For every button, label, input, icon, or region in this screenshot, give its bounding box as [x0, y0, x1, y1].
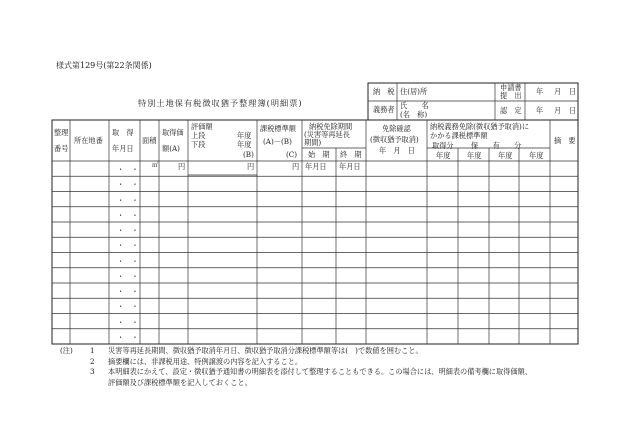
header-kazei-c: (C) — [286, 150, 298, 159]
date-placeholder: ・ ・ — [117, 180, 139, 190]
header-gimu: 納税義務免除(徴収猶予取消)に — [430, 122, 530, 131]
header-hyoka: 評価額 — [191, 122, 213, 131]
header-seiri: 整理 — [54, 128, 69, 137]
header-tekiyo: 摘 要 — [554, 136, 576, 145]
taxpayer-label-top: 納 税 — [373, 87, 395, 96]
note-text-4: 評価額及び課税標準額を記入しておくこと。 — [108, 377, 252, 387]
header-hoyuubun: 保 有 分 — [471, 141, 522, 150]
header-menseki: 面積 — [142, 136, 157, 145]
header-shutokukakaku: 取得価 — [162, 128, 184, 137]
date-placeholder: ・ ・ — [117, 210, 139, 220]
header-gedan: 下段 — [191, 140, 206, 149]
date-placeholder: ・ ・ — [117, 165, 139, 174]
date-placeholder: ・ ・ — [117, 226, 139, 235]
header-menjo: 納税免除期間 — [309, 122, 353, 131]
app-year: 年 — [536, 87, 544, 96]
header-jodan-nendo: 年度 — [237, 131, 252, 140]
header-menjo-kakunin: 免除確認 — [382, 124, 411, 133]
nintei-label: 認 定 — [500, 106, 522, 115]
header-menjo-kakunin-sub: (徴収猶予取消) — [370, 135, 419, 144]
note-no-1: 1 — [90, 346, 95, 355]
unit-yen-a: 円 — [178, 162, 186, 171]
unit-sqm: ㎡ — [152, 162, 159, 169]
nintei-year: 年 — [536, 106, 544, 115]
unit-yen-c: 円 — [292, 162, 300, 171]
header-shiki: 始 期 — [308, 150, 330, 159]
header-jodan: 上段 — [191, 131, 206, 140]
date-placeholder: ・ ・ — [117, 287, 139, 296]
header-nendo-3: 年度 — [498, 151, 513, 160]
notes — [60, 346, 532, 388]
date-placeholder: ・ ・ — [117, 302, 139, 312]
form-number: 様式第129号(第22条関係) — [56, 61, 152, 70]
date-placeholder: ・ ・ — [117, 332, 139, 342]
header-shozaichi: 所在地番 — [74, 136, 103, 145]
header-gimu-sub: かかる課税標準額 — [430, 131, 488, 140]
header-nendo-4: 年度 — [529, 151, 544, 160]
header-hyoka-b: (B) — [243, 150, 254, 159]
note-text-3: 本明細表にかえて、設定・徴収猶予通知書の明細表を添付して整理することもできる。この場合には、明細表の備考欄に取得価額、 — [108, 367, 532, 376]
unit-ymd-shuuki: 年月日 — [339, 162, 361, 171]
app-month: 月 — [554, 87, 562, 96]
header-bangou: 番号 — [54, 144, 69, 153]
header-shutokubun: 取得分 — [432, 141, 454, 150]
nintei-day: 日 — [569, 106, 577, 115]
taxpayer-label-bottom: 義務者 — [373, 105, 395, 114]
address-label: 住(居)所 — [400, 87, 428, 96]
date-placeholder: ・ ・ — [117, 256, 139, 266]
note-no-2: 2 — [90, 356, 95, 366]
header-nendo-1: 年度 — [436, 151, 451, 160]
date-placeholder: ・ ・ — [117, 241, 139, 251]
notes-label: (注) — [60, 346, 73, 355]
header-gedan-nendo: 年度 — [237, 140, 252, 149]
unit-ymd-shiki: 年月日 — [305, 162, 327, 171]
header-nengappi: 年月日 — [112, 144, 134, 153]
header-menjo-saigai: (災害等再延長 — [304, 130, 350, 139]
note-no-3: 3 — [90, 367, 95, 376]
header-kazei: 課税標準額 — [260, 124, 296, 133]
application-label-bottom: 提 出 — [500, 91, 522, 100]
header-shutoku: 取 得 — [112, 128, 134, 137]
date-placeholder: ・ ・ — [117, 317, 139, 327]
header-shuuki: 終 期 — [340, 150, 362, 159]
nintei-month: 月 — [554, 106, 562, 115]
note-text-2: 摘要欄には、非課税用途、特例譲渡の内容を記入すること。 — [108, 356, 303, 366]
application-label-top: 申請書 — [500, 83, 522, 92]
date-placeholder: ・ ・ — [117, 195, 139, 205]
note-no-4 — [90, 378, 108, 389]
name-sub-label: (名 称) — [400, 110, 428, 119]
date-placeholder: ・ ・ — [117, 271, 139, 281]
header-shutokukakaku-a: 額(A) — [162, 144, 180, 153]
header-kazei-ab: (A)－(B) — [263, 137, 292, 146]
app-day: 日 — [569, 87, 577, 96]
note-text-1: 災害等再延長期間、徴収猶予取消年月日、徴収猶予取消分課税標準額等は( )で数値を囲むこと。 — [108, 346, 423, 355]
page-title: 特別土地保有税徴収猶予整理簿(明細票) — [138, 98, 303, 108]
name-label: 氏 名 — [400, 101, 429, 110]
header-menjo-kikan: 期間) — [304, 138, 322, 147]
header-nendo-2: 年度 — [467, 151, 482, 160]
unit-yen-b: 円 — [247, 162, 255, 171]
header-menjo-kakunin-date: 年 月 日 — [379, 146, 415, 155]
